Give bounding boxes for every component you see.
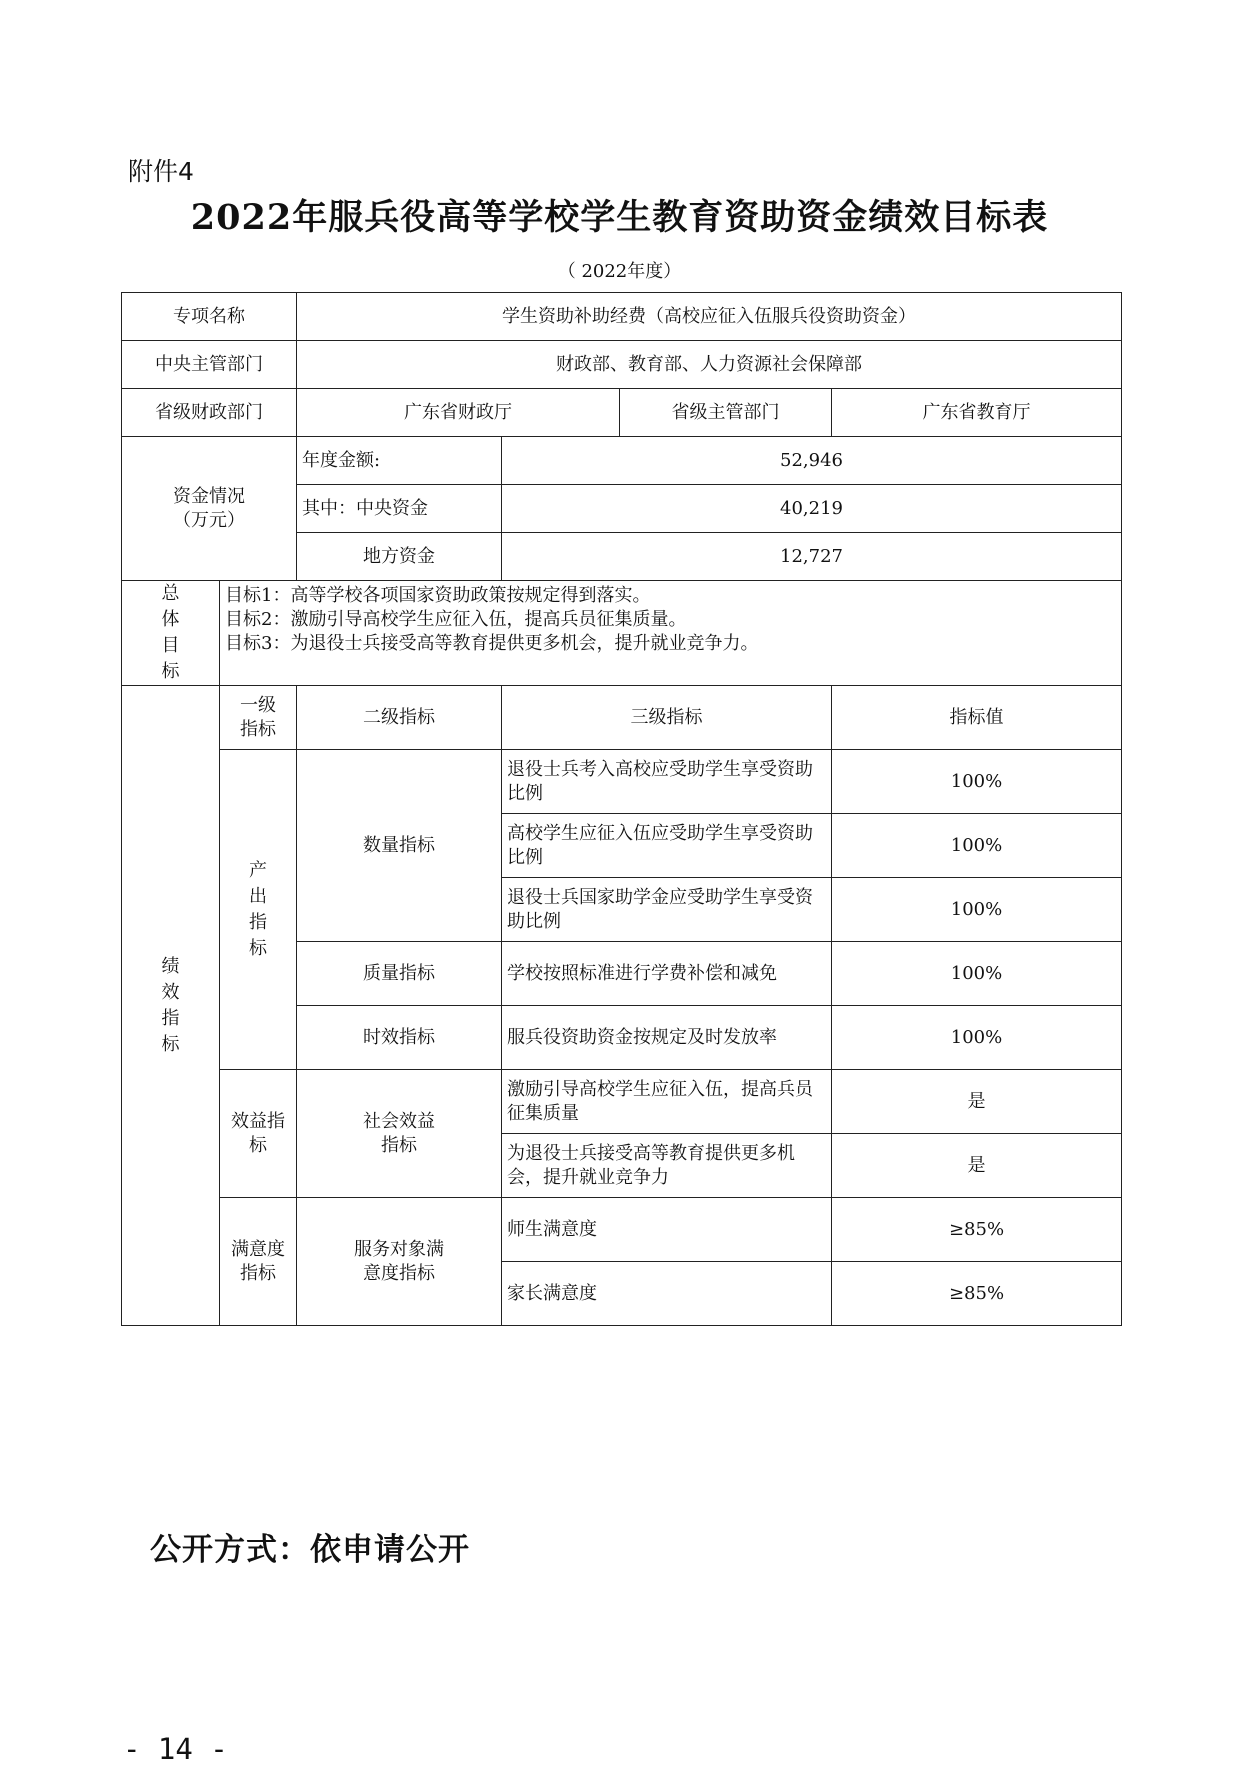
- local-fund-label: 地方资金: [297, 533, 502, 581]
- header-value: 指标值: [832, 686, 1122, 750]
- goals-label: [122, 581, 220, 686]
- quality-indicator-label: 质量指标: [297, 942, 502, 1006]
- attachment-label: 附件4: [128, 157, 194, 186]
- indicator-cell: 师生满意度: [502, 1198, 832, 1262]
- indicator-value: 100%: [832, 750, 1122, 814]
- header-level3: 三级指标: [502, 686, 832, 750]
- annual-amount-value: 52,946: [502, 437, 1122, 485]
- table-row: [122, 1198, 1122, 1262]
- timeliness-indicator-label: 时效指标: [297, 1006, 502, 1070]
- prov-dept-value: 广东省教育厅: [832, 389, 1122, 437]
- table-row: [122, 1070, 1122, 1134]
- indicator-cell: 退役士兵考入高校应受助学生享受资助比例: [502, 750, 832, 814]
- project-name-value: 学生资助补助经费（高校应征入伍服兵役资助资金）: [297, 293, 1122, 341]
- indicator-cell: 家长满意度: [502, 1262, 832, 1326]
- page-title: 2022年服兵役高等学校学生教育资助资金绩效目标表: [190, 197, 1049, 238]
- indicator-value: ≥85%: [832, 1262, 1122, 1326]
- page-number: - 14 -: [123, 1732, 228, 1766]
- satisfaction-indicator-label: [220, 1198, 297, 1326]
- indicator-value: 100%: [832, 942, 1122, 1006]
- table-row: [122, 437, 1122, 485]
- fund-unit: （万元）: [173, 509, 245, 531]
- goals-label-text: 总体目标: [161, 583, 180, 682]
- project-name-label: 专项名称: [122, 293, 297, 341]
- goal-2: 目标2：激励引导高校学生应征入伍，提高兵员征集质量。: [225, 609, 687, 630]
- table-row: [122, 341, 1122, 389]
- satisfaction-indicator-label-text: 满意度指标: [230, 1238, 285, 1284]
- output-indicator-label-text: 产出指标: [248, 859, 267, 959]
- prov-dept-label: 省级主管部门: [620, 389, 832, 437]
- indicator-cell: 高校学生应征入伍应受助学生享受资助比例: [502, 814, 832, 878]
- service-satisfaction-label: [297, 1198, 502, 1326]
- performance-table: [121, 292, 1122, 1326]
- goal-3: 目标3：为退役士兵接受高等教育提供更多机会，提升就业竞争力。: [225, 633, 759, 654]
- perf-indicator-label: [122, 686, 220, 1326]
- goal-1: 目标1：高等学校各项国家资助政策按规定得到落实。: [225, 585, 651, 606]
- prov-finance-label: 省级财政部门: [122, 389, 297, 437]
- quantity-indicator-label: 数量指标: [297, 750, 502, 942]
- fund-label-cell: [122, 437, 297, 581]
- indicator-cell: 服兵役资助资金按规定及时发放率: [502, 1006, 832, 1070]
- local-fund-value: 12,727: [502, 533, 1122, 581]
- indicator-value: 是: [832, 1070, 1122, 1134]
- central-dept-value: 财政部、教育部、人力资源社会保障部: [297, 341, 1122, 389]
- central-fund-value: 40,219: [502, 485, 1122, 533]
- central-fund-label: 其中：中央资金: [297, 485, 502, 533]
- indicator-cell: 为退役士兵接受高等教育提供更多机会，提升就业竞争力: [502, 1134, 832, 1198]
- indicator-value: ≥85%: [832, 1198, 1122, 1262]
- disclosure-method: 公开方式：依申请公开: [150, 1532, 470, 1568]
- goals-cell: [220, 581, 1122, 686]
- header-level1-text: 一级指标: [240, 694, 276, 740]
- table-row: [122, 389, 1122, 437]
- header-level1: [220, 686, 297, 750]
- benefit-indicator-label: [220, 1070, 297, 1198]
- table-row: [122, 293, 1122, 341]
- service-satisfaction-label-text: 服务对象满意度指标: [353, 1238, 444, 1284]
- indicator-value: 100%: [832, 1006, 1122, 1070]
- indicator-cell: 学校按照标准进行学费补偿和减免: [502, 942, 832, 1006]
- table-row: [122, 581, 1122, 686]
- central-dept-label: 中央主管部门: [122, 341, 297, 389]
- year-note: （ 2022年度）: [557, 261, 682, 282]
- table-header-row: [122, 686, 1122, 750]
- indicator-cell: 退役士兵国家助学金应受助学生享受资助比例: [502, 878, 832, 942]
- perf-indicator-label-text: 绩效指标: [161, 955, 180, 1055]
- output-indicator-label: [220, 750, 297, 1070]
- indicator-value: 100%: [832, 878, 1122, 942]
- social-benefit-label-text: 社会效益指标: [362, 1110, 435, 1156]
- indicator-value: 100%: [832, 814, 1122, 878]
- fund-label: 资金情况: [173, 485, 245, 507]
- table-row: [122, 750, 1122, 814]
- indicator-value: 是: [832, 1134, 1122, 1198]
- indicator-cell: 激励引导高校学生应征入伍，提高兵员征集质量: [502, 1070, 832, 1134]
- header-level2: 二级指标: [297, 686, 502, 750]
- annual-amount-label: 年度金额:: [297, 437, 502, 485]
- prov-finance-value: 广东省财政厅: [297, 389, 620, 437]
- social-benefit-label: [297, 1070, 502, 1198]
- benefit-indicator-label-text: 效益指标: [230, 1110, 285, 1156]
